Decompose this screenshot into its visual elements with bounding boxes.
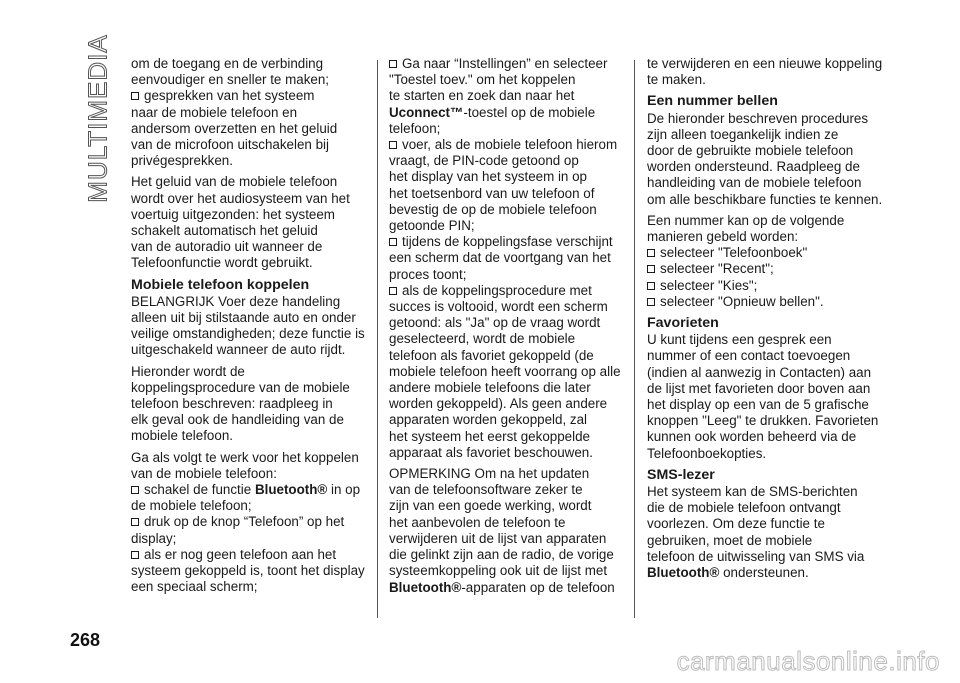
text-line: Het geluid van de mobiele telefoon bbox=[131, 174, 338, 190]
bullet-square-icon bbox=[647, 265, 655, 273]
bold-term: Uconnect™ bbox=[389, 104, 464, 120]
text-line: Telefoonboekopties. bbox=[647, 445, 767, 461]
text-line: zijn van een goede werking, wordt bbox=[389, 498, 592, 514]
paragraph bbox=[131, 174, 366, 271]
bullet-text: selecteer "Kies"; bbox=[660, 277, 758, 293]
inline-text: ondersteunen. bbox=[719, 565, 809, 581]
bullet-item bbox=[389, 137, 621, 153]
bold-term: Bluetooth® bbox=[647, 565, 720, 581]
bullet-square-icon bbox=[647, 298, 655, 306]
text-line: BELANGRIJK Voer deze handeling bbox=[131, 293, 341, 309]
text-line: "Toestel toev." om het koppelen bbox=[389, 72, 576, 88]
text-line: schakelt automatisch het geluid bbox=[131, 223, 318, 239]
text-line: telefoon beschreven: raadpleeg in bbox=[131, 396, 333, 412]
text-line: telefoon als favoriet gekoppeld (de bbox=[389, 347, 594, 363]
bold-term: Bluetooth® bbox=[389, 579, 462, 595]
bullet-item bbox=[389, 234, 621, 250]
text-line: elk geval ook de handleiding van de bbox=[131, 412, 344, 428]
text-line: het toetsenbord van uw telefoon of bbox=[389, 185, 595, 201]
bullet-text: in op bbox=[331, 482, 361, 498]
bullet-item bbox=[389, 56, 621, 72]
paragraph bbox=[131, 56, 366, 169]
bullet-item bbox=[131, 547, 366, 563]
section-heading: Favorieten bbox=[647, 315, 719, 332]
paragraph bbox=[131, 294, 366, 359]
text-line: worden gekoppeld). Als geen andere bbox=[389, 396, 608, 412]
paragraph bbox=[647, 213, 887, 310]
section-heading: Een nummer bellen bbox=[647, 93, 778, 110]
inline-text: -toestel op de mobiele bbox=[463, 104, 596, 120]
text-line: Ga als volgt te werk voor het koppelen bbox=[131, 449, 359, 465]
text-line: om de toegang en de verbinding bbox=[131, 56, 324, 71]
text-line: (indien al aanwezig in Contacten) aan bbox=[647, 364, 872, 380]
text-line: Een nummer kan op de volgende bbox=[647, 212, 845, 228]
text-line: voorlezen. Om deze functie te bbox=[647, 516, 825, 532]
text-line: De hieronder beschreven procedures bbox=[647, 110, 869, 126]
text-line: Het systeem kan de SMS-berichten bbox=[647, 484, 858, 500]
text-line: naar de mobiele telefoon en bbox=[131, 104, 298, 120]
text-line: systeemkoppeling ook uit de lijst met bbox=[389, 563, 608, 579]
bullet-item bbox=[131, 88, 366, 104]
text-column-1 bbox=[131, 56, 366, 601]
bullet-text: als er nog geen telefoon aan het bbox=[144, 546, 337, 562]
text-column-2 bbox=[389, 56, 621, 601]
bullet-item bbox=[647, 278, 887, 294]
text-column-3 bbox=[647, 56, 887, 586]
text-line: het systeem het eerst gekoppelde bbox=[389, 428, 590, 444]
paragraph bbox=[131, 450, 366, 596]
bullet-item bbox=[647, 261, 887, 277]
bullet-text: selecteer "Opnieuw bellen". bbox=[660, 293, 824, 309]
bullet-text: gesprekken van het systeem bbox=[144, 88, 315, 104]
text-line: mobiele telefoon heeft voorrang op alle bbox=[389, 363, 621, 379]
text-line: vraagt, de PIN-code getoond op bbox=[389, 153, 579, 169]
page-number: 268 bbox=[70, 630, 101, 650]
text-line: apparaten worden gekoppeld, zal bbox=[389, 412, 588, 428]
text-line: te verwijderen en een nieuwe koppeling bbox=[647, 56, 883, 71]
bullet-text: druk op de knop “Telefoon” op het bbox=[144, 514, 345, 530]
text-line: die de mobiele telefoon ontvangt bbox=[647, 500, 841, 516]
bullet-text: tijdens de koppelingsfase verschijnt bbox=[402, 234, 613, 250]
inline-text: -apparaten op de telefoon bbox=[461, 579, 615, 595]
text-line: andere mobiele telefoons die later bbox=[389, 380, 591, 396]
text-line: het display van het systeem in op bbox=[389, 169, 587, 185]
text-line: verwijderen uit de lijst van apparaten bbox=[389, 530, 607, 546]
text-line: de mobiele telefoon; bbox=[131, 498, 252, 514]
text-line: getoond: als "Ja" op de vraag wordt bbox=[389, 315, 601, 331]
text-line: privégesprekken. bbox=[131, 153, 233, 169]
text-line: systeem gekoppeld is, toont het display bbox=[131, 563, 365, 579]
text-line: manieren gebeld worden: bbox=[647, 229, 799, 245]
bullet-square-icon bbox=[389, 287, 397, 295]
bullet-square-icon bbox=[647, 249, 655, 257]
bullet-square-icon bbox=[389, 60, 397, 68]
bullet-square-icon bbox=[131, 518, 139, 526]
text-line: te starten en zoek dan naar het bbox=[389, 88, 575, 104]
text-line: display; bbox=[131, 530, 177, 546]
text-line: nummer of een contact toevoegen bbox=[647, 348, 851, 364]
text-line: uitgeschakeld wanneer de auto rijdt. bbox=[131, 342, 346, 358]
text-line: handleiding van de mobiele telefoon bbox=[647, 175, 862, 191]
column-divider bbox=[634, 60, 635, 618]
text-line: proces toont; bbox=[389, 266, 467, 282]
text-line: eenvoudiger en sneller te maken; bbox=[131, 72, 330, 88]
text-line: die gelinkt zijn aan de radio, de vorige bbox=[389, 547, 614, 563]
text-line: worden ondersteund. Raadpleeg de bbox=[647, 159, 860, 175]
text-line: van de mobiele telefoon: bbox=[131, 465, 277, 481]
text-line: U kunt tijdens een gesprek een bbox=[647, 332, 832, 348]
text-line: Hieronder wordt de bbox=[131, 363, 245, 379]
text-line: door de gebruikte mobiele telefoon bbox=[647, 143, 854, 159]
text-line: bevestig de op de mobiele telefoon bbox=[389, 201, 597, 217]
bullet-square-icon bbox=[131, 551, 139, 559]
section-tab-label: MULTIMEDIA bbox=[82, 33, 113, 203]
paragraph bbox=[647, 56, 887, 88]
bullet-text: als de koppelingsprocedure met bbox=[402, 282, 592, 298]
text-line: te maken. bbox=[647, 72, 706, 88]
bullet-item bbox=[131, 514, 366, 530]
text-line: een speciaal scherm; bbox=[131, 579, 258, 595]
bullet-text: Ga naar “Instellingen” en selecteer bbox=[402, 56, 608, 71]
text-line: van de microfoon uitschakelen bij bbox=[131, 137, 329, 153]
text-line: koppelingsprocedure van de mobiele bbox=[131, 379, 350, 395]
bullet-square-icon bbox=[647, 282, 655, 290]
bullet-square-icon bbox=[389, 141, 397, 149]
section-heading: Mobiele telefoon koppelen bbox=[131, 276, 310, 293]
text-line bbox=[389, 580, 621, 596]
text-line: succes is voltooid, wordt een scherm bbox=[389, 299, 608, 315]
text-line: Telefoonfunctie wordt gebruikt. bbox=[131, 255, 313, 271]
paragraph bbox=[647, 484, 887, 581]
bullet-item bbox=[647, 245, 887, 261]
paragraph bbox=[389, 466, 621, 596]
text-line: het aanbevolen de telefoon te bbox=[389, 514, 566, 530]
bullet-text: voer, als de mobiele telefoon hierom bbox=[402, 137, 618, 153]
text-line: getoonde PIN; bbox=[389, 218, 475, 234]
text-line: mobiele telefoon. bbox=[131, 428, 233, 444]
bullet-square-icon bbox=[389, 238, 397, 246]
paragraph bbox=[647, 111, 887, 208]
bullet-square-icon bbox=[131, 486, 139, 494]
text-line: het display op een van de 5 grafische bbox=[647, 397, 869, 413]
text-line: voertuig uitgezonden: het systeem bbox=[131, 206, 335, 222]
bullet-text: schakel de functie bbox=[144, 482, 252, 498]
text-line: telefoon de uitwisseling van SMS via bbox=[647, 548, 865, 564]
section-heading: SMS-lezer bbox=[647, 466, 715, 483]
text-line: veilige omstandigheden; deze functie is bbox=[131, 326, 365, 342]
bullet-item bbox=[647, 294, 887, 310]
text-line: de lijst met favorieten door boven aan bbox=[647, 380, 871, 396]
text-line: andersom overzetten en het geluid bbox=[131, 120, 338, 136]
text-line: kunnen ook worden beheerd via de bbox=[647, 429, 857, 445]
text-line: om alle beschikbare functies te kennen. bbox=[647, 191, 883, 207]
bullet-item bbox=[131, 482, 366, 498]
bullet-item bbox=[389, 283, 621, 299]
text-line: knoppen "Leeg" te drukken. Favorieten bbox=[647, 413, 879, 429]
text-line: apparaat als favoriet beschouwen. bbox=[389, 444, 593, 460]
text-line bbox=[389, 105, 621, 121]
paragraph bbox=[647, 332, 887, 462]
text-line: gebruiken, moet de mobiele bbox=[647, 532, 813, 548]
text-line bbox=[647, 565, 887, 581]
bullet-text: selecteer "Recent"; bbox=[660, 261, 774, 277]
text-line: van de autoradio uit wanneer de bbox=[131, 239, 323, 255]
bullet-square-icon bbox=[131, 92, 139, 100]
text-line: alleen uit bij stilstaande auto en onder bbox=[131, 310, 356, 326]
text-line: een scherm dat de voortgang van het bbox=[389, 250, 611, 266]
text-line: OPMERKING Om na het updaten bbox=[389, 466, 590, 482]
paragraph bbox=[389, 56, 621, 461]
section-tab bbox=[80, 33, 116, 203]
column-divider bbox=[377, 60, 378, 618]
text-line: geselecteerd, wordt de mobiele bbox=[389, 331, 576, 347]
text-line: wordt over het audiosysteem van het bbox=[131, 190, 350, 206]
text-line: van de telefoonsoftware zeker te bbox=[389, 482, 583, 498]
bold-term: Bluetooth® bbox=[254, 482, 328, 498]
text-line: telefoon; bbox=[389, 120, 441, 136]
bullet-text: selecteer "Telefoonboek" bbox=[660, 245, 808, 261]
paragraph bbox=[131, 364, 366, 445]
text-line: zijn alleen toegankelijk indien ze bbox=[647, 126, 839, 142]
watermark: carmanualsonline.info bbox=[676, 646, 940, 676]
